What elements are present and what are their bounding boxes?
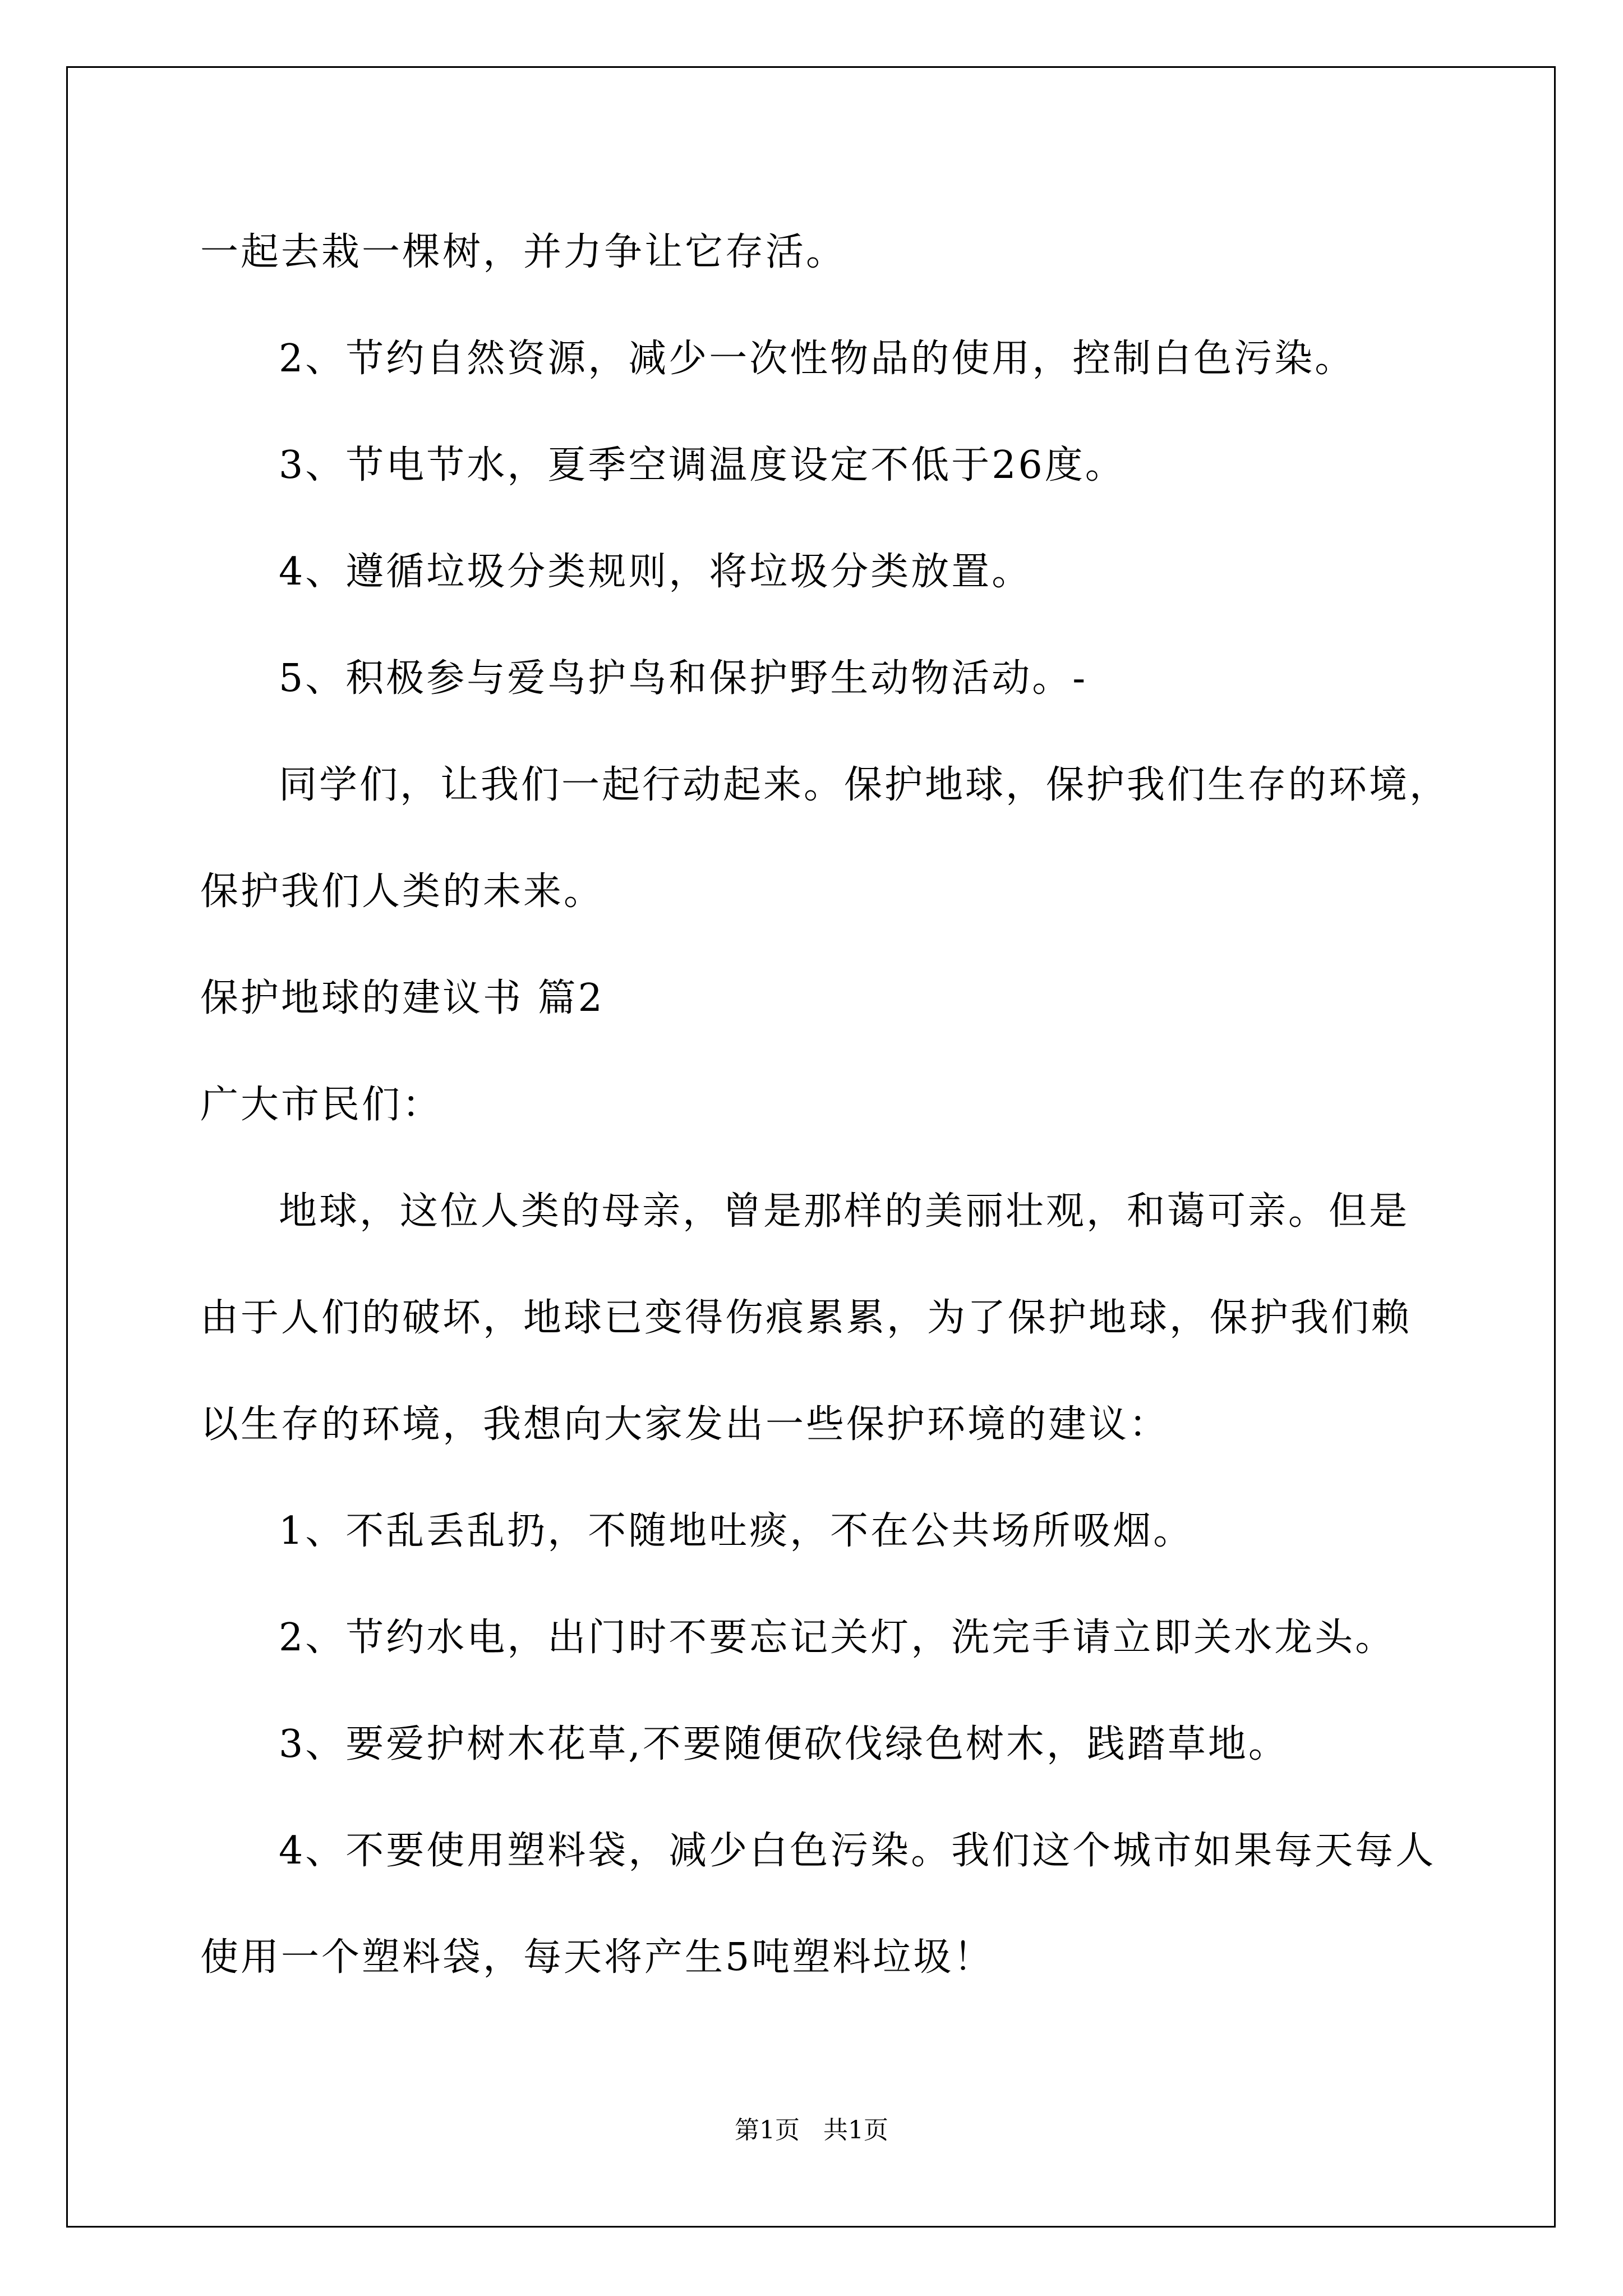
list-item-8-continued: 使用一个塑料袋，每天将产生5吨塑料垃圾！ [200, 1935, 994, 1980]
list-item-7: 3、要爱护树木花草,不要随便砍伐绿色树木，践踏草地。 [279, 1722, 1289, 1766]
page-footer: 第1页 共1页 [735, 2116, 888, 2145]
text-line-1: 一起去栽一棵树，并力争让它存活。 [200, 230, 847, 274]
list-item-3: 4、遵循垃圾分类规则，将垃圾分类放置。 [279, 550, 1032, 594]
paragraph-line-2: 保护我们人类的未来。 [200, 869, 605, 914]
list-item-1: 2、节约自然资源，减少一次性物品的使用，控制白色污染。 [279, 337, 1355, 381]
salutation: 广大市民们： [200, 1083, 443, 1127]
paragraph-line-3: 地球，这位人类的母亲，曾是那样的美丽壮观，和蔼可亲。但是 [279, 1189, 1410, 1234]
list-item-6: 2、节约水电，出门时不要忘记关灯，洗完手请立即关水龙头。 [279, 1616, 1396, 1660]
section-heading: 保护地球的建议书 篇2 [200, 976, 605, 1020]
list-item-8: 4、不要使用塑料袋，减少白色污染。我们这个城市如果每天每人 [279, 1829, 1436, 1873]
page-border [66, 66, 1556, 2228]
paragraph-line-5: 以生存的环境，我想向大家发出一些保护环境的建议： [200, 1402, 1170, 1447]
list-item-5: 1、不乱丢乱扔，不随地吐痰，不在公共场所吸烟。 [279, 1509, 1194, 1553]
list-item-2: 3、节电节水，夏季空调温度设定不低于26度。 [279, 443, 1126, 487]
list-item-4: 5、积极参与爱鸟护鸟和保护野生动物活动。- [279, 656, 1088, 701]
paragraph-line-4: 由于人们的破坏，地球已变得伤痕累累，为了保护地球，保护我们赖 [200, 1296, 1412, 1340]
paragraph-line-1: 同学们，让我们一起行动起来。保护地球，保护我们生存的环境， [279, 763, 1450, 807]
